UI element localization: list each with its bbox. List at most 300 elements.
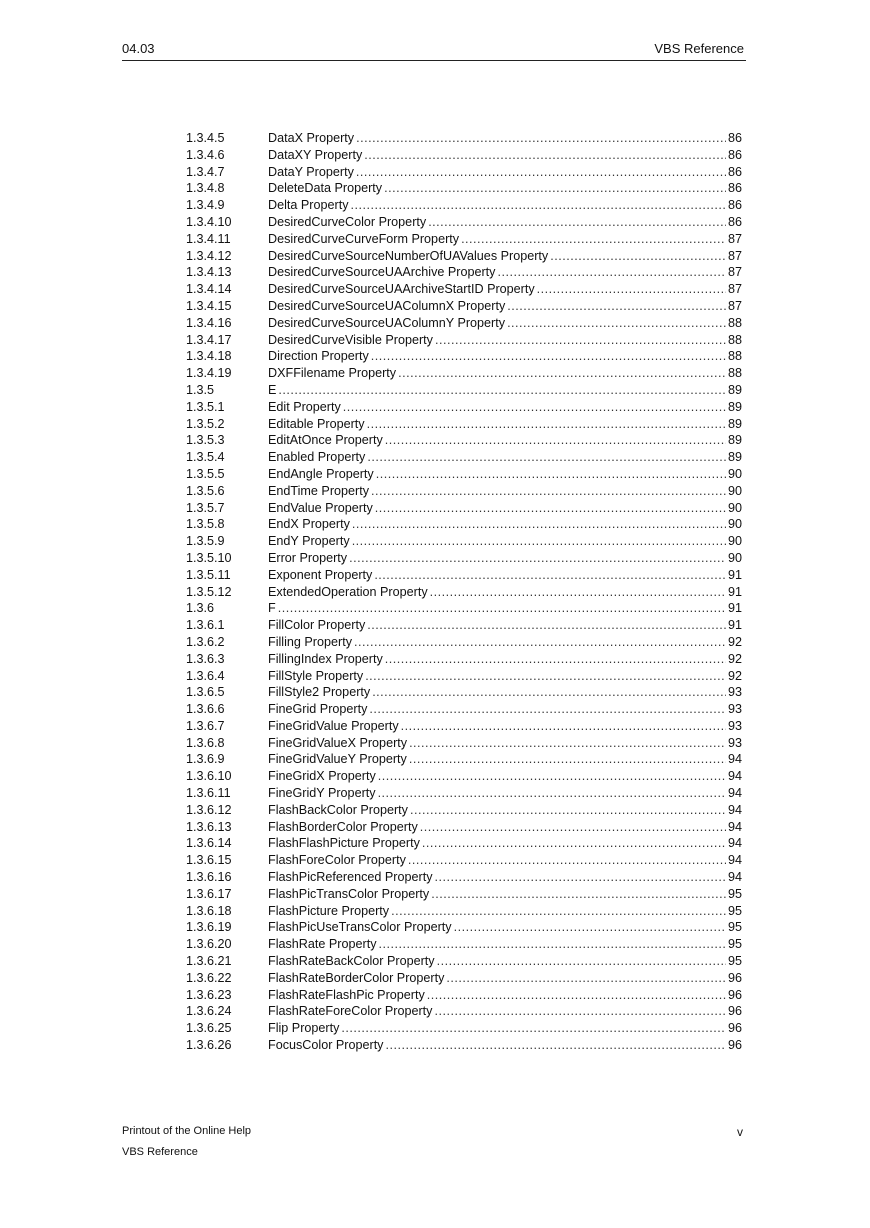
toc-entry-title: F — [268, 601, 276, 616]
toc-entry-body — [268, 701, 742, 718]
toc-entry-number: 1.3.6.21 — [186, 954, 232, 969]
toc-entry[interactable] — [186, 651, 742, 668]
toc-entry-body — [268, 550, 742, 567]
toc-entry-number: 1.3.5.12 — [186, 584, 232, 599]
toc-entry-page: 89 — [727, 433, 742, 448]
toc-entry-title: DesiredCurveVisible Property — [268, 332, 433, 347]
toc-entry[interactable] — [186, 281, 742, 298]
toc-entry-body — [268, 768, 742, 785]
toc-entry-number: 1.3.4.10 — [186, 214, 232, 229]
toc-entry-number: 1.3.6.22 — [186, 970, 232, 985]
toc-entry-page: 95 — [727, 903, 742, 918]
toc-dot-leader — [352, 516, 726, 533]
toc-entry-body — [268, 684, 742, 701]
toc-entry-body — [268, 516, 742, 533]
toc-dot-leader — [385, 651, 726, 668]
toc-entry-body — [268, 668, 742, 685]
toc-entry-title: FineGridY Property — [268, 786, 376, 801]
toc-entry-page: 93 — [727, 718, 742, 733]
toc-entry-number: 1.3.5.4 — [186, 450, 225, 465]
toc-entry-body — [268, 197, 742, 214]
toc-dot-leader — [374, 567, 726, 584]
toc-entry[interactable] — [186, 516, 742, 533]
toc-entry[interactable] — [186, 903, 742, 920]
toc-entry-body — [268, 147, 742, 164]
toc-dot-leader — [537, 281, 726, 298]
toc-entry-number: 1.3.6.10 — [186, 769, 232, 784]
table-of-contents — [186, 130, 742, 1054]
toc-entry-page: 91 — [727, 601, 742, 616]
header-version: 04.03 — [122, 41, 155, 56]
toc-entry[interactable] — [186, 365, 742, 382]
toc-entry-page: 86 — [727, 147, 742, 162]
toc-entry-title: FlashFlashPicture Property — [268, 836, 420, 851]
toc-entry-page: 87 — [727, 282, 742, 297]
toc-dot-leader — [371, 483, 726, 500]
toc-entry-body — [268, 785, 742, 802]
toc-entry-title: FlashRateForeColor Property — [268, 1004, 433, 1019]
toc-entry[interactable] — [186, 533, 742, 550]
toc-entry-body — [268, 332, 742, 349]
toc-entry-page: 94 — [727, 870, 742, 885]
toc-entry-number: 1.3.4.17 — [186, 332, 232, 347]
toc-entry-title: Edit Property — [268, 399, 341, 414]
toc-entry-title: FocusColor Property — [268, 1038, 384, 1053]
toc-dot-leader — [435, 332, 726, 349]
toc-dot-leader — [385, 432, 726, 449]
toc-dot-leader — [391, 903, 726, 920]
toc-entry-page: 96 — [727, 970, 742, 985]
toc-entry[interactable] — [186, 987, 742, 1004]
toc-entry-title: FlashPicUseTransColor Property — [268, 920, 452, 935]
toc-entry-number: 1.3.5.11 — [186, 567, 231, 582]
toc-dot-leader — [428, 214, 726, 231]
toc-dot-leader — [278, 382, 726, 399]
page-header — [122, 40, 746, 61]
toc-entry[interactable] — [186, 298, 742, 315]
toc-entry-number: 1.3.5.3 — [186, 433, 225, 448]
toc-dot-leader — [354, 634, 726, 651]
toc-dot-leader — [434, 1003, 726, 1020]
toc-entry-page: 94 — [727, 786, 742, 801]
toc-entry-body — [268, 483, 742, 500]
toc-entry-number: 1.3.4.13 — [186, 265, 232, 280]
toc-entry-page: 89 — [727, 416, 742, 431]
toc-entry[interactable] — [186, 348, 742, 365]
toc-entry-number: 1.3.4.15 — [186, 298, 232, 313]
toc-entry-page: 93 — [727, 702, 742, 717]
toc-dot-leader — [278, 600, 726, 617]
toc-entry-number: 1.3.6.17 — [186, 886, 232, 901]
toc-entry-title: FlashRateBackColor Property — [268, 954, 435, 969]
toc-entry-title: Error Property — [268, 550, 348, 565]
toc-entry-page: 95 — [727, 954, 742, 969]
toc-entry-page: 94 — [727, 769, 742, 784]
toc-entry-body — [268, 869, 742, 886]
toc-entry-body — [268, 315, 742, 332]
toc-entry-body — [268, 365, 742, 382]
toc-entry[interactable] — [186, 332, 742, 349]
toc-entry-number: 1.3.5.1 — [186, 399, 225, 414]
toc-entry-body — [268, 449, 742, 466]
toc-entry-title: E — [268, 382, 277, 397]
toc-entry-number: 1.3.6.6 — [186, 702, 225, 717]
toc-entry-page: 91 — [727, 567, 742, 582]
toc-entry-body — [268, 634, 742, 651]
toc-entry-body — [268, 248, 742, 265]
toc-entry[interactable] — [186, 432, 742, 449]
toc-dot-leader — [384, 180, 726, 197]
toc-dot-leader — [376, 466, 726, 483]
toc-entry[interactable] — [186, 264, 742, 281]
toc-dot-leader — [367, 416, 726, 433]
toc-entry[interactable] — [186, 1003, 742, 1020]
toc-entry-number: 1.3.5.8 — [186, 517, 225, 532]
toc-entry-page: 88 — [727, 332, 742, 347]
toc-entry-page: 86 — [727, 181, 742, 196]
toc-entry-page: 90 — [727, 483, 742, 498]
toc-entry-page: 89 — [727, 450, 742, 465]
toc-entry-body — [268, 382, 742, 399]
toc-entry-title: FlashRate Property — [268, 937, 377, 952]
toc-dot-leader — [356, 164, 726, 181]
toc-entry[interactable] — [186, 483, 742, 500]
toc-entry-page: 94 — [727, 752, 742, 767]
toc-entry-number: 1.3.4.6 — [186, 147, 225, 162]
toc-entry-page: 89 — [727, 399, 742, 414]
toc-entry-page: 95 — [727, 937, 742, 952]
toc-entry-title: Filling Property — [268, 634, 352, 649]
toc-entry[interactable] — [186, 835, 742, 852]
toc-entry-page: 88 — [727, 366, 742, 381]
toc-entry[interactable] — [186, 214, 742, 231]
toc-dot-leader — [497, 264, 726, 281]
toc-entry-body — [268, 466, 742, 483]
toc-entry-title: DesiredCurveSourceUAArchive Property — [268, 265, 496, 280]
toc-entry-number: 1.3.6.15 — [186, 853, 232, 868]
toc-entry-number: 1.3.6.20 — [186, 937, 232, 952]
toc-entry-page: 96 — [727, 987, 742, 1002]
toc-entry-number: 1.3.4.18 — [186, 349, 232, 364]
toc-entry-title: FlashPicReferenced Property — [268, 870, 433, 885]
toc-dot-leader — [375, 500, 726, 517]
toc-entry-title: FlashPicTransColor Property — [268, 886, 430, 901]
toc-entry-title: Enabled Property — [268, 450, 366, 465]
toc-entry-page: 89 — [727, 382, 742, 397]
toc-dot-leader — [431, 886, 726, 903]
toc-entry[interactable] — [186, 180, 742, 197]
footer-line-2: VBS Reference — [122, 1146, 198, 1158]
toc-entry-number: 1.3.6.7 — [186, 718, 225, 733]
toc-entry-title: EditAtOnce Property — [268, 433, 383, 448]
toc-dot-leader — [356, 130, 726, 147]
toc-dot-leader — [422, 835, 726, 852]
toc-entry-title: FillStyle Property — [268, 668, 364, 683]
toc-entry-number: 1.3.6.12 — [186, 802, 232, 817]
toc-dot-leader — [378, 785, 726, 802]
toc-entry[interactable] — [186, 382, 742, 399]
toc-entry-title: FlashPicture Property — [268, 903, 390, 918]
toc-entry-body — [268, 835, 742, 852]
toc-dot-leader — [507, 315, 726, 332]
toc-dot-leader — [454, 919, 726, 936]
toc-entry[interactable] — [186, 768, 742, 785]
toc-entry-title: FillStyle2 Property — [268, 685, 371, 700]
toc-dot-leader — [446, 970, 726, 987]
toc-entry[interactable] — [186, 567, 742, 584]
toc-entry-title: FineGridValueY Property — [268, 752, 407, 767]
toc-entry-body — [268, 1020, 742, 1037]
toc-entry[interactable] — [186, 852, 742, 869]
toc-entry-number: 1.3.6.16 — [186, 870, 232, 885]
toc-dot-leader — [550, 248, 726, 265]
toc-entry[interactable] — [186, 668, 742, 685]
toc-dot-leader — [427, 987, 726, 1004]
toc-entry-number: 1.3.5.5 — [186, 466, 225, 481]
toc-entry[interactable] — [186, 449, 742, 466]
toc-entry-body — [268, 953, 742, 970]
toc-entry-title: EndValue Property — [268, 500, 373, 515]
toc-entry-title: Exponent Property — [268, 567, 373, 582]
toc-entry-page: 86 — [727, 164, 742, 179]
toc-entry[interactable] — [186, 886, 742, 903]
toc-entry-title: Delta Property — [268, 198, 349, 213]
toc-dot-leader — [430, 584, 726, 601]
toc-entry-number: 1.3.6.18 — [186, 903, 232, 918]
toc-entry-title: FlashBorderColor Property — [268, 819, 418, 834]
toc-entry-body — [268, 130, 742, 147]
toc-entry-title: FlashForeColor Property — [268, 853, 406, 868]
toc-entry-page: 90 — [727, 534, 742, 549]
toc-entry[interactable] — [186, 500, 742, 517]
toc-entry-title: FineGrid Property — [268, 702, 368, 717]
toc-entry-page: 96 — [727, 1038, 742, 1053]
toc-entry-body — [268, 533, 742, 550]
toc-entry-number: 1.3.6.9 — [186, 752, 225, 767]
toc-dot-leader — [369, 701, 726, 718]
toc-entry-number: 1.3.5.9 — [186, 534, 225, 549]
toc-entry-body — [268, 1003, 742, 1020]
toc-entry[interactable] — [186, 1020, 742, 1037]
toc-entry[interactable] — [186, 970, 742, 987]
toc-entry-page: 94 — [727, 819, 742, 834]
toc-entry-page: 95 — [727, 920, 742, 935]
toc-entry[interactable] — [186, 819, 742, 836]
toc-entry-title: EndY Property — [268, 534, 350, 549]
toc-entry-number: 1.3.5 — [186, 382, 215, 397]
toc-entry-number: 1.3.4.11 — [186, 231, 231, 246]
toc-entry[interactable] — [186, 919, 742, 936]
toc-dot-leader — [365, 668, 726, 685]
toc-entry-page: 94 — [727, 836, 742, 851]
toc-entry[interactable] — [186, 550, 742, 567]
toc-dot-leader — [379, 936, 726, 953]
toc-entry[interactable] — [186, 164, 742, 181]
toc-entry-number: 1.3.6.13 — [186, 819, 232, 834]
toc-entry-page: 94 — [727, 853, 742, 868]
toc-entry[interactable] — [186, 701, 742, 718]
toc-dot-leader — [408, 852, 726, 869]
toc-entry-body — [268, 651, 742, 668]
toc-entry-page: 93 — [727, 685, 742, 700]
toc-dot-leader — [349, 550, 726, 567]
toc-entry-number: 1.3.5.6 — [186, 483, 225, 498]
toc-dot-leader — [371, 348, 726, 365]
toc-entry-number: 1.3.6.23 — [186, 987, 232, 1002]
footer-page-number: v — [737, 1125, 743, 1139]
toc-entry-title: FlashRateBorderColor Property — [268, 970, 445, 985]
toc-entry[interactable] — [186, 231, 742, 248]
toc-entry-body — [268, 819, 742, 836]
toc-entry-page: 86 — [727, 198, 742, 213]
toc-dot-leader — [398, 365, 726, 382]
toc-entry[interactable] — [186, 416, 742, 433]
toc-entry-title: DXFFilename Property — [268, 366, 397, 381]
toc-entry[interactable] — [186, 953, 742, 970]
toc-entry-page: 90 — [727, 466, 742, 481]
toc-entry[interactable] — [186, 399, 742, 416]
toc-entry-page: 90 — [727, 500, 742, 515]
toc-entry-title: FlashBackColor Property — [268, 802, 408, 817]
toc-entry-number: 1.3.6.14 — [186, 836, 232, 851]
toc-entry-page: 91 — [727, 618, 742, 633]
toc-entry-title: Flip Property — [268, 1021, 340, 1036]
toc-entry[interactable] — [186, 785, 742, 802]
toc-entry-title: FineGridValueX Property — [268, 735, 408, 750]
toc-entry-title: DesiredCurveSourceUAColumnX Property — [268, 298, 506, 313]
toc-dot-leader — [420, 819, 726, 836]
toc-entry-page: 94 — [727, 802, 742, 817]
toc-entry[interactable] — [186, 584, 742, 601]
toc-dot-leader — [364, 147, 726, 164]
toc-entry-title: DesiredCurveSourceUAColumnY Property — [268, 315, 506, 330]
toc-entry-body — [268, 987, 742, 1004]
toc-entry[interactable] — [186, 634, 742, 651]
toc-entry-page: 95 — [727, 886, 742, 901]
toc-entry-page: 87 — [727, 231, 742, 246]
toc-entry[interactable] — [186, 751, 742, 768]
toc-entry-title: DesiredCurveColor Property — [268, 214, 427, 229]
toc-entry-body — [268, 584, 742, 601]
toc-entry[interactable] — [186, 802, 742, 819]
toc-entry-number: 1.3.6.5 — [186, 685, 225, 700]
toc-dot-leader — [352, 533, 726, 550]
toc-entry[interactable] — [186, 735, 742, 752]
toc-entry[interactable] — [186, 600, 742, 617]
toc-entry-body — [268, 298, 742, 315]
toc-entry[interactable] — [186, 869, 742, 886]
toc-entry-number: 1.3.6.1 — [186, 618, 225, 633]
toc-dot-leader — [367, 617, 726, 634]
toc-entry-title: Editable Property — [268, 416, 365, 431]
toc-dot-leader — [401, 718, 726, 735]
toc-entry-title: EndTime Property — [268, 483, 370, 498]
toc-dot-leader — [435, 869, 726, 886]
toc-entry-page: 86 — [727, 214, 742, 229]
toc-entry-title: EndX Property — [268, 517, 350, 532]
toc-dot-leader — [409, 735, 726, 752]
toc-dot-leader — [341, 1020, 726, 1037]
toc-entry-number: 1.3.6 — [186, 601, 215, 616]
toc-entry-page: 91 — [727, 584, 742, 599]
toc-entry-body — [268, 348, 742, 365]
toc-entry[interactable] — [186, 248, 742, 265]
toc-entry-body — [268, 281, 742, 298]
toc-entry-number: 1.3.4.7 — [186, 164, 225, 179]
toc-entry[interactable] — [186, 147, 742, 164]
toc-entry-title: EndAngle Property — [268, 466, 374, 481]
toc-entry-title: DeleteData Property — [268, 181, 383, 196]
toc-entry-body — [268, 164, 742, 181]
toc-entry-number: 1.3.5.7 — [186, 500, 225, 515]
toc-entry[interactable] — [186, 718, 742, 735]
toc-entry-body — [268, 416, 742, 433]
toc-entry-title: DesiredCurveCurveForm Property — [268, 231, 460, 246]
toc-entry-number: 1.3.4.19 — [186, 366, 232, 381]
toc-entry-number: 1.3.6.11 — [186, 786, 231, 801]
toc-entry-page: 92 — [727, 634, 742, 649]
toc-entry-title: DesiredCurveSourceUAArchiveStartID Property — [268, 282, 535, 297]
toc-entry-number: 1.3.4.16 — [186, 315, 232, 330]
toc-entry-title: FillColor Property — [268, 618, 366, 633]
toc-entry[interactable] — [186, 197, 742, 214]
toc-entry[interactable] — [186, 466, 742, 483]
footer-line-1: Printout of the Online Help — [122, 1125, 252, 1137]
toc-entry[interactable] — [186, 130, 742, 147]
toc-entry-body — [268, 264, 742, 281]
toc-entry[interactable] — [186, 315, 742, 332]
toc-entry-page: 87 — [727, 265, 742, 280]
toc-dot-leader — [372, 684, 726, 701]
toc-entry-title: FillingIndex Property — [268, 651, 383, 666]
toc-dot-leader — [378, 768, 726, 785]
toc-dot-leader — [437, 953, 726, 970]
toc-entry-page: 90 — [727, 517, 742, 532]
toc-entry-body — [268, 600, 742, 617]
toc-dot-leader — [410, 802, 726, 819]
toc-dot-leader — [409, 751, 726, 768]
toc-entry-page: 86 — [727, 131, 742, 145]
toc-dot-leader — [461, 231, 726, 248]
toc-entry-title: FlashRateFlashPic Property — [268, 987, 425, 1002]
toc-entry-page: 90 — [727, 550, 742, 565]
toc-entry-title: ExtendedOperation Property — [268, 584, 428, 599]
toc-entry-number: 1.3.6.24 — [186, 1004, 232, 1019]
toc-dot-leader — [385, 1037, 726, 1054]
toc-entry-body — [268, 718, 742, 735]
toc-entry-body — [268, 1037, 742, 1054]
toc-dot-leader — [351, 197, 726, 214]
toc-entry[interactable] — [186, 617, 742, 634]
toc-entry-number: 1.3.6.26 — [186, 1038, 232, 1053]
toc-entry-number: 1.3.4.8 — [186, 181, 225, 196]
toc-entry-page: 87 — [727, 298, 742, 313]
toc-entry-body — [268, 617, 742, 634]
toc-entry-title: DataY Property — [268, 164, 354, 179]
toc-entry-title: Direction Property — [268, 349, 369, 364]
toc-entry[interactable] — [186, 936, 742, 953]
toc-entry-number: 1.3.4.9 — [186, 198, 225, 213]
toc-entry-number: 1.3.5.10 — [186, 550, 232, 565]
toc-entry-number: 1.3.5.2 — [186, 416, 225, 431]
toc-entry[interactable] — [186, 1037, 742, 1054]
toc-entry-body — [268, 432, 742, 449]
toc-entry-body — [268, 970, 742, 987]
header-title: VBS Reference — [654, 41, 744, 56]
toc-entry-title: FineGridValue Property — [268, 718, 399, 733]
toc-entry[interactable] — [186, 684, 742, 701]
toc-entry-page: 96 — [727, 1004, 742, 1019]
